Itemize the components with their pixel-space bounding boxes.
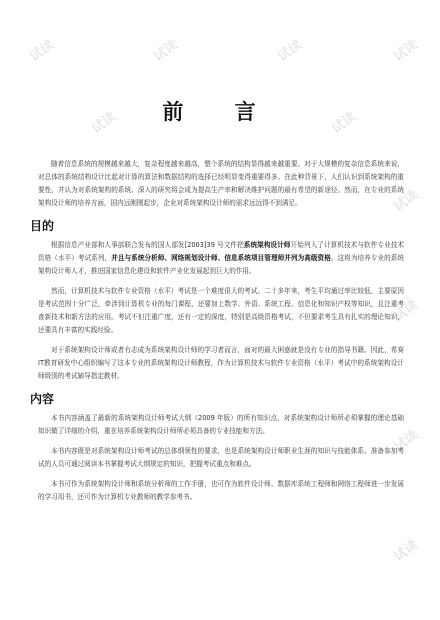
intro-paragraph: 随着信息系统的规模越来越大，复杂程度越来越高，整个系统的结构显得越来越重要。对于大规模的复杂信息系统来说，对总体的系统结构设计比起对计算的算法和数据结构的选择已经明显变得重要得多。在此种背景下，人们认识到系统架构的重要性，并认为对系统架构的系统、深入的研究将会成为提高生产率和解决维护问题的最有希望的新途径。然而，在专业的系统架构设计师的培养方面，国内远刚刚起步，企业对系统架构设计师的需求远远得不到满足。 (38, 160, 404, 207)
purpose-paragraph-1 (38, 239, 404, 278)
section-heading-content: 内容 (30, 392, 55, 406)
watermark: 试读 (275, 37, 306, 65)
purpose-paragraph-3: 对于系统架构设计师或者有志成为系统架构设计师的学习者而言，面对的最大困惑就是没有专业的指导书籍。因此，希赛IT教育研发中心组织编写了这本专业的系统架构设计师教程，作为计算机技术与软件专业资格（水平）考试中的系统架构设计师级别的考试辅导指定教材。 (38, 346, 404, 380)
watermark: 试读 (89, 109, 120, 137)
watermark: 试读 (329, 109, 360, 137)
watermark: 试读 (391, 537, 422, 565)
bold-text-run: 并且与系统分析师、网络规划设计师、信息系统项目管理师并列为高级资格 (111, 254, 331, 262)
text-run: 根据信息产业部和人事部联合发布的国人部发[2003]39 号文件把 (51, 241, 244, 249)
page-title: 前 言 (162, 100, 278, 124)
watermark: 试读 (151, 37, 182, 65)
text-run: 开始列入了计算机技术与软件专业技术资格（水平）考试系列， (38, 241, 405, 262)
watermark: 试读 (391, 37, 422, 65)
section-heading-purpose: 目的 (30, 219, 55, 233)
text-run: 。这将为培养专业的系统架构设计师人才，推进国家信息化建设和软件产业化发展起到巨大的作用。 (38, 254, 405, 275)
watermark: 试读 (391, 187, 422, 215)
purpose-paragraph-2: 然而，计算机技术与软件专业资格（水平）考试是一个难度很大的考试。二十多年来，考生平均通过率比较低，主要原因是考试范围十分广泛，牵涉到计算机专业的每门课程，还要加上数学、外语、系统工程、信息化和知识产权等知识，且注重考查新技术和新方法的应用。考试不但注重广度，还有一定的深度，特别是高级资格考试，不但要求考生具有扎实的理论知识，还要具有丰富的实践经验。 (38, 287, 404, 334)
watermark: 试读 (391, 297, 422, 325)
bold-text-run: 系统架构设计师 (243, 241, 291, 249)
content-paragraph-1: 本书内容涵盖了最新的系统架构设计师考试大纲（2009 年版）的所有知识点，对系统架构设计师所必须掌握的理论基础知识做了详细的介绍，重在培养系统架构设计师所必须具备的专业技能和方法。 (38, 414, 404, 435)
watermark: 试读 (391, 427, 422, 455)
content-paragraph-2: 本书内容既是对系统架构设计师考试的总体纲领性的要求，也是系统架构设计师职业生涯的知识与技能体系。准备参加考试的人员可通过阅读本书掌握考试大纲规定的知识，把握考试重点和难点。 (38, 447, 404, 468)
watermark: 试读 (27, 37, 58, 65)
content-paragraph-3: 本书可作为系统架构设计师和系统分析师的工作手册，也可作为软件设计师、数据库系统工程师和网络工程师进一步发展的学习用书，还可作为计算机专业教师的教学参考书。 (38, 480, 404, 501)
body-content (30, 158, 405, 511)
